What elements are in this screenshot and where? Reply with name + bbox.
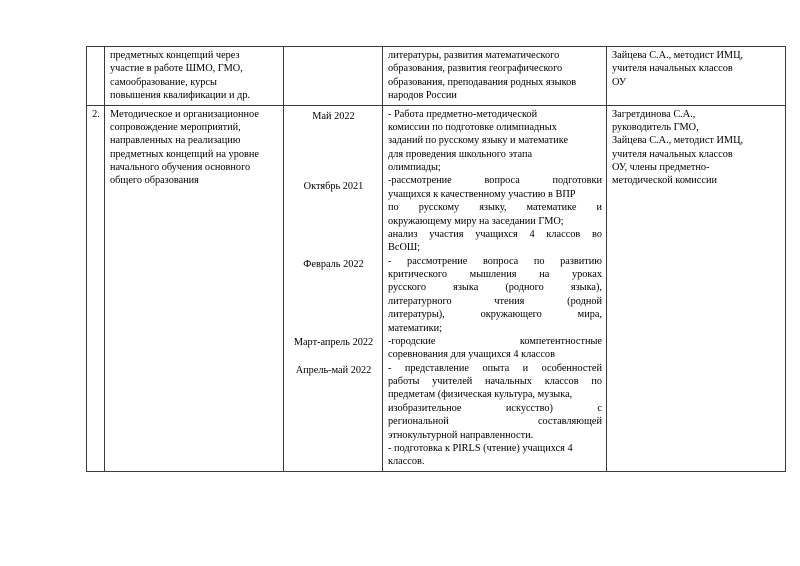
content-line: -городские компетентностные — [388, 335, 602, 347]
content-block — [388, 335, 602, 362]
activity-name-cell — [105, 105, 284, 471]
content-cell — [383, 47, 607, 106]
responsible-line: учителя начальных классов — [612, 63, 733, 75]
content-line: классов. — [388, 456, 425, 468]
content-line: по русскому языку, математике и — [388, 202, 602, 214]
content-line: русского языка (родного языка), — [388, 282, 602, 294]
content-line: -рассмотрение вопроса подготовки — [388, 175, 602, 187]
activity-name-line: предметных концепций на уровне — [110, 148, 259, 160]
activity-name-line: Методическое и организационное — [110, 108, 259, 120]
content-line: окружающему миру на заседании ГМО; — [388, 215, 564, 227]
content-line: ВсОШ; — [388, 242, 421, 254]
activity-name-line: участие в работе ШМО, ГМО, — [110, 63, 243, 75]
content-line: этнокультурной направленности. — [388, 429, 534, 441]
activity-name-line: самообразование, курсы — [110, 76, 217, 88]
responsible-line: методической комиссии — [612, 175, 717, 187]
content-line: для проведения школьного этапа — [388, 148, 533, 160]
content-line: комиссии по подготовке олимпиадных — [388, 121, 557, 133]
content-line: заданий по русскому языку и математике — [388, 135, 569, 147]
content-line: учащихся к качественному участию в ВПР — [388, 188, 576, 200]
content-line: народов России — [388, 90, 457, 102]
content-block — [388, 174, 602, 254]
responsible-cell — [607, 47, 786, 106]
date-entry: Февраль 2022 — [303, 258, 364, 270]
row-number-cell — [87, 47, 105, 106]
dates-cell — [284, 47, 383, 106]
content-cell — [383, 105, 607, 471]
activity-name-line: направленных на реализацию — [110, 135, 241, 147]
content-line: математики; — [388, 322, 442, 334]
date-entry: Март-апрель 2022 — [293, 336, 374, 348]
activity-name-line: начального обучения основного — [110, 162, 251, 173]
content-line: - подготовка к PIRLS (чтение) учащихся 4 — [388, 442, 573, 454]
content-line: соревнования для учащихся 4 классов — [388, 349, 555, 361]
content-line: олимпиады; — [388, 162, 441, 173]
content-line: образования, преподавания родных языков — [388, 76, 577, 88]
responsible-line: учителя начальных классов — [612, 148, 733, 160]
content-block — [388, 442, 602, 469]
content-line: - Работа предметно-методической — [388, 108, 538, 120]
activity-name-line: общего образования — [110, 175, 199, 187]
date-entry: Апрель-май 2022 — [295, 364, 372, 376]
date-entry: Октябрь 2021 — [303, 180, 364, 192]
activity-name-line: предметных концепций через — [110, 50, 240, 61]
responsible-line: Загретдинова С.А., — [612, 108, 696, 120]
content-block — [388, 362, 602, 442]
dates-cell — [284, 105, 383, 471]
content-line: критического мышления на уроках — [388, 269, 602, 280]
table-row — [87, 47, 786, 106]
row-number-cell — [87, 105, 105, 471]
responsible-line: Зайцева С.А., методист ИМЦ, — [612, 135, 744, 147]
content-block — [388, 255, 602, 335]
responsible-line: руководитель ГМО, — [612, 121, 699, 133]
activities-table — [86, 46, 786, 472]
content-line: - рассмотрение вопроса по развитию — [388, 255, 602, 267]
content-line: литературного чтения (родной — [388, 295, 602, 307]
content-line: изобразительное искусство) с — [388, 402, 602, 414]
responsible-line: ОУ, члены предметно- — [612, 162, 710, 173]
table-row — [87, 105, 786, 471]
content-line: - представление опыта и особенностей — [388, 362, 602, 374]
content-line: анализ участия учащихся 4 классов во — [388, 228, 602, 240]
responsible-cell — [607, 105, 786, 471]
row-number: 2. — [92, 108, 100, 120]
content-block — [388, 108, 602, 175]
content-line: литературы, развития математического — [388, 50, 560, 61]
content-line: региональной составляющей — [388, 416, 602, 428]
content-line: литературы), окружающего мира, — [388, 309, 602, 321]
activity-name-line: повышения квалификации и др. — [110, 90, 251, 102]
content-line: предметам (физическая культура, музыка, — [388, 389, 573, 401]
activity-name-line: сопровождение мероприятий, — [110, 121, 241, 133]
content-line: образования, развития географического — [388, 63, 563, 75]
responsible-line: Зайцева С.А., методист ИМЦ, — [612, 50, 744, 61]
date-entry: Май 2022 — [312, 110, 355, 122]
activity-name-cell — [105, 47, 284, 106]
responsible-line: ОУ — [612, 76, 627, 88]
content-line: работы учителей начальных классов по — [388, 376, 602, 387]
